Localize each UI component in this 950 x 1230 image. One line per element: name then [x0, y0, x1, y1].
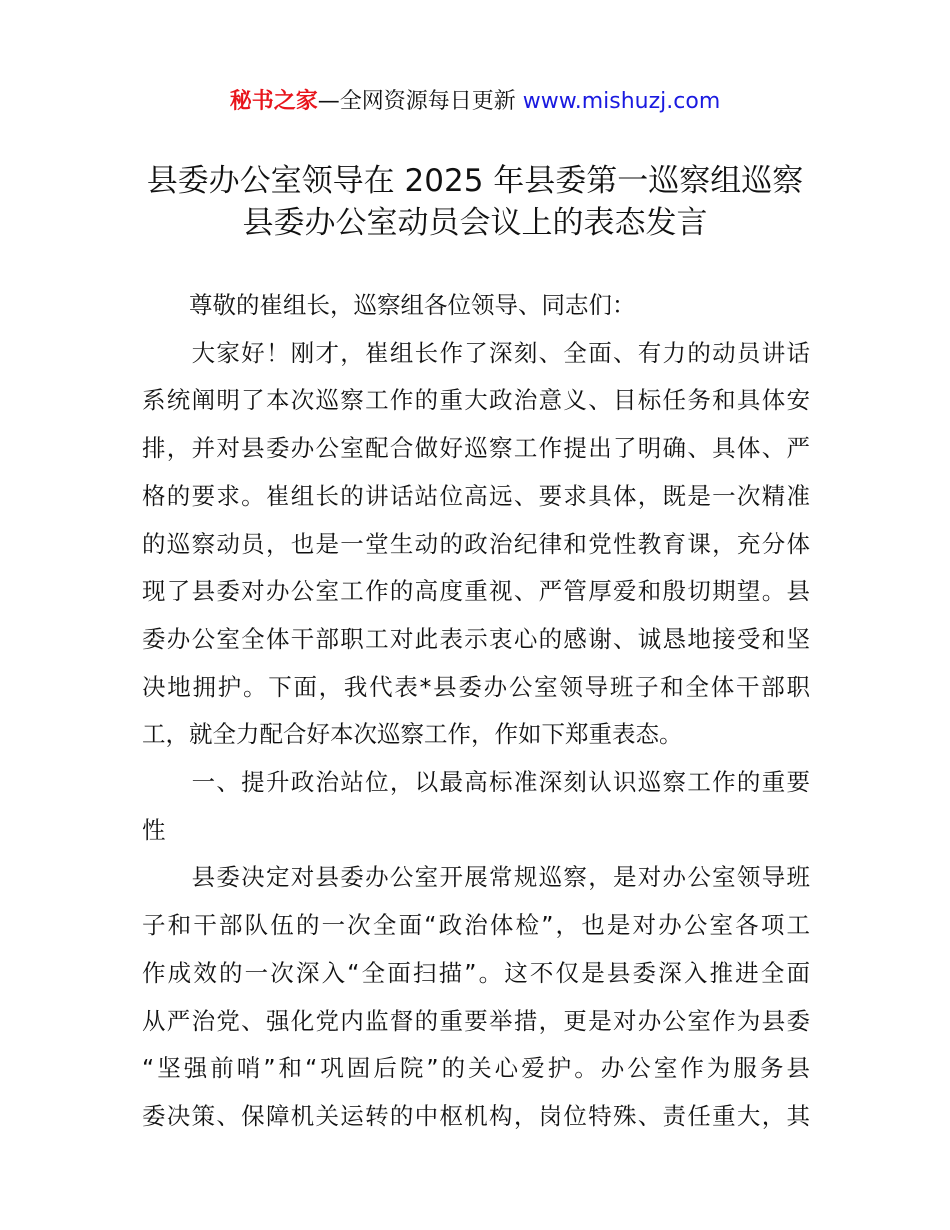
salutation-paragraph: [142, 282, 810, 330]
title-line-1: 县委办公室领导在 2025 年县委第一巡察组巡察: [146, 163, 804, 199]
text-line: 从严治党、强化党内监督的重要举措，更是对办公室作为县委: [142, 1006, 810, 1035]
site-header: [0, 86, 950, 118]
text-line: 排，并对县委办公室配合做好巡察工作提出了明确、具体、严: [142, 434, 810, 463]
text-line: 县委决定对县委办公室开展常规巡察，是对办公室领导班: [142, 863, 810, 892]
brand-name: 秘书之家: [229, 89, 318, 114]
text-line: 现了县委对办公室工作的高度重视、严管厚爱和殷切期望。县: [142, 577, 810, 606]
text-line: 尊敬的崔组长，巡察组各位领导、同志们：: [142, 291, 636, 319]
section-heading-1: [142, 759, 810, 854]
text-line: 系统阐明了本次巡察工作的重大政治意义、目标任务和具体安: [142, 386, 810, 415]
header-tagline: —全网资源每日更新: [317, 89, 523, 114]
text-line: 工，就全力配合好本次巡察工作，作如下郑重表态。: [142, 720, 683, 749]
document-body: [142, 282, 810, 1141]
document-title: [100, 160, 850, 244]
text-line: “坚强前哨”和“巩固后院”的关心爱护。办公室作为服务县: [142, 1054, 810, 1083]
title-line-2: 县委办公室动员会议上的表态发言: [242, 205, 708, 241]
text-line: 格的要求。崔组长的讲话站位高远、要求具体，既是一次精准: [142, 481, 810, 510]
opening-paragraph: [142, 330, 810, 759]
text-line: 作成效的一次深入“全面扫描”。这不仅是县委深入推进全面: [142, 958, 810, 987]
text-line: 性: [142, 815, 166, 844]
site-url-link[interactable]: www.mishuzj.com: [522, 89, 721, 114]
section-1-paragraph: [142, 854, 810, 1140]
text-line: 委办公室全体干部职工对此表示衷心的感谢、诚恳地接受和坚: [142, 624, 810, 653]
text-line: 子和干部队伍的一次全面“政治体检”，也是对办公室各项工: [142, 911, 810, 940]
text-line: 一、提升政治站位，以最高标准深刻认识巡察工作的重要: [142, 768, 810, 797]
text-line: 决地拥护。下面，我代表*县委办公室领导班子和全体干部职: [142, 672, 810, 701]
text-line: 大家好！刚才，崔组长作了深刻、全面、有力的动员讲话: [142, 338, 810, 367]
text-line: 委决策、保障机关运转的中枢机构，岗位特殊、责任重大，其: [142, 1101, 810, 1130]
text-line: 的巡察动员，也是一堂生动的政治纪律和党性教育课，充分体: [142, 529, 810, 558]
